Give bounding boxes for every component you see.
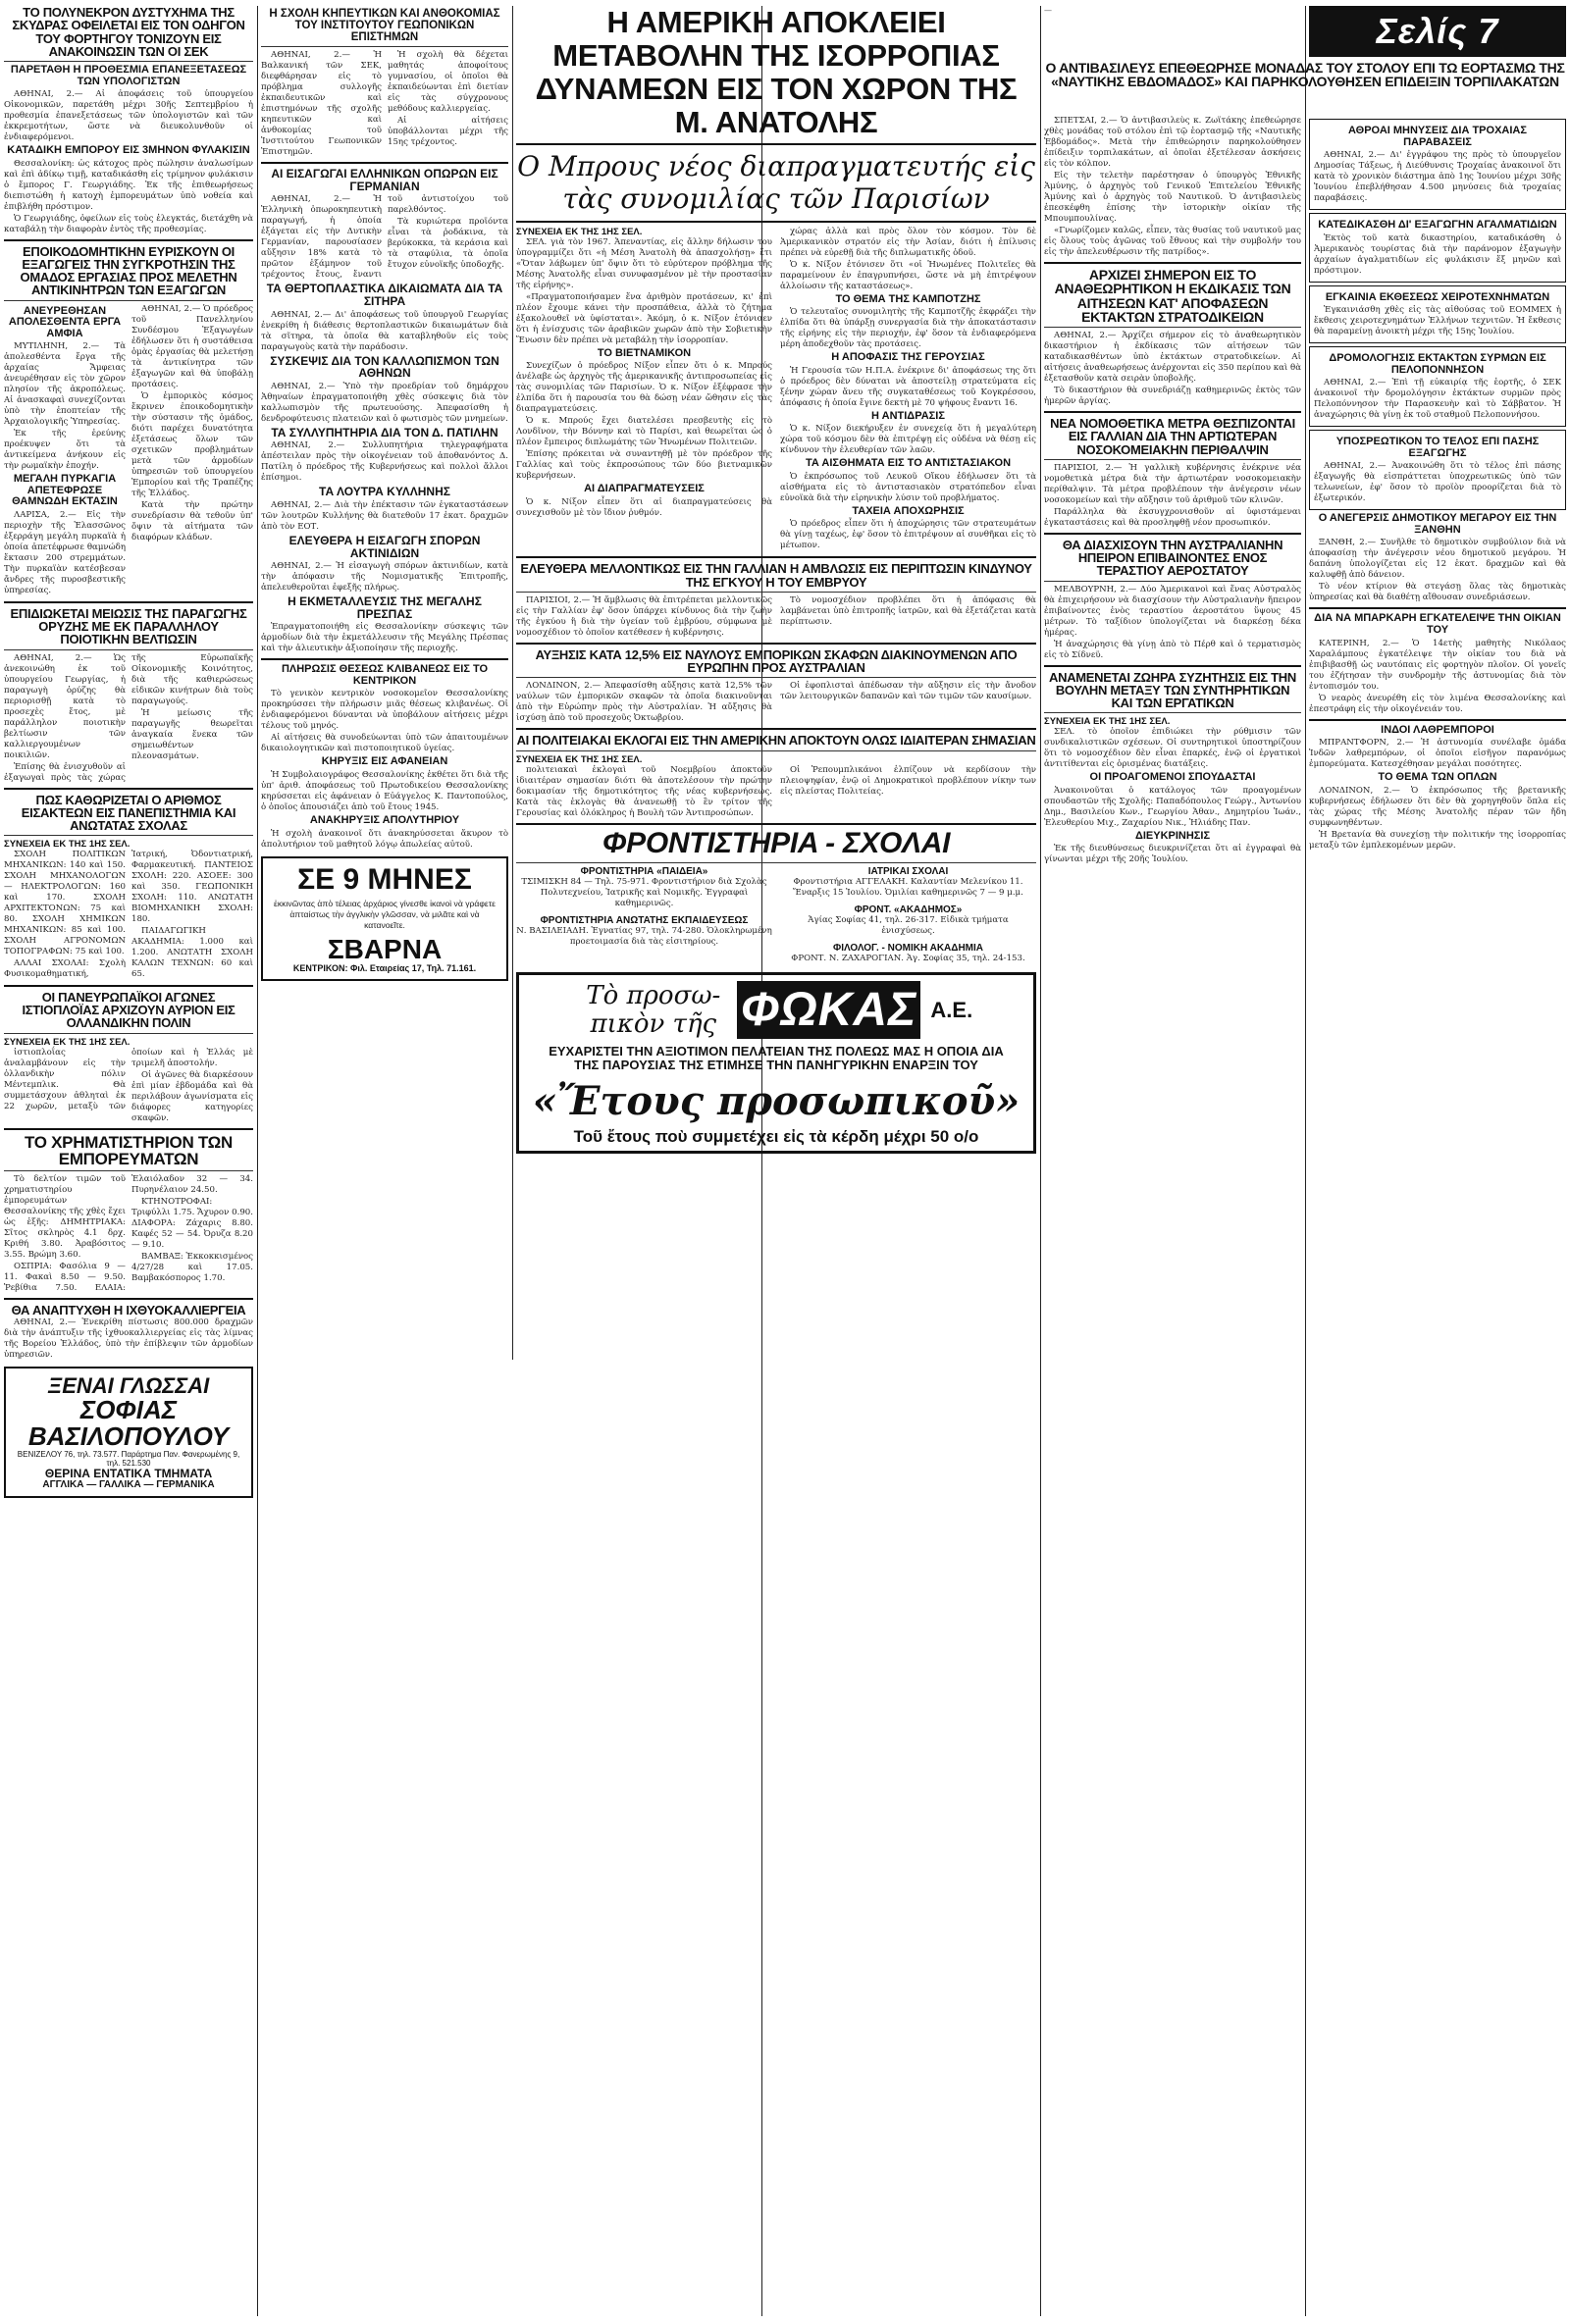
subheadline: ΑΘΡΟΑΙ ΜΗΝΥΣΕΙΣ ΔΙΑ ΤΡΟΧΑΙΑΣ ΠΑΡΑΒΑΣΕΙΣ xyxy=(1348,125,1527,148)
article-body: Ἡ Γερουσία τῶν Η.Π.Α. ἐνέκρινε δι' ἀποφάσεως της ὅτι ὁ πρόεδρος δὲν δύναται νὰ ἀποστείλῃ στρατεύματα εἰς ξένην χώραν ἄνευ τῆς συγκαταθέσεως τοῦ Κογκρέσσου, ἀπόφασις ἡ ὁποία ἔγινε δεκτὴ μὲ 70 ψήφους ἔναντι 16. xyxy=(780,365,1036,408)
article-body: χώρας ἀλλὰ καὶ πρὸς ὅλον τὸν κόσμον. Τὸν δὲ Ἀμερικανικὸν στρατόν εἰς τὴν Ἀσίαν, διότι ἡ ἐπίλυσις πρέπει νὰ εὐρεθῇ διὰ τῆς διπλωματικῆς ὁδοῦ. Ὁ κ. Νίξον ἐτόνισεν ὅτι «οἱ Ἡνωμένες Πολιτεῖες θὰ παραμείνουν ἐν ἐπαγρυπνήσει, ὥστε νὰ μὴ ἐπιτρέψουν ἀλλοίωσιν τῆς καταστάσεως». xyxy=(780,226,1036,291)
article-body: ΜΥΤΙΛΗΝΗ, 2.— Τὰ ἀπολεσθέντα ἔργα τῆς ἀρχαίας Ἄμφειας ἀνευρέθησαν εἰς τὸν χῶρον πλησίον τῆς ἀκροπόλεως. Αἱ ἀνασκαφαὶ συνεχίζονται ὑπὸ τὴν ἐποπτείαν τῆς Ἀρχαιολογικῆς Ὑπηρεσίας. Ἐκ τῆς ἐρεύνης προέκυψεν ὅτι τὰ ἀντικείμενα ἀνήκουν εἰς τὴν ρωμαϊκὴν ἐποχήν. xyxy=(4,341,126,472)
column-5 xyxy=(1309,116,1566,2318)
headline: ΑΥΞΗΣΙΣ ΚΑΤΑ 12,5% ΕΙΣ ΝΑΥΛΟΥΣ ΕΜΠΟΡΙΚΩΝ ΣΚΑΦΩΝ ΔΙΑΚΙΝΟΥΜΕΝΩΝ ΑΠΟ ΕΥΡΩΠΗΝ ΠΡΟΣ ΑΥΣΤΡΑΛΙΑΝ xyxy=(535,646,1018,676)
article-body: Ὁ πρόεδρος εἶπεν ὅτι ἡ ἀποχώρησις τῶν στρατευμάτων θὰ γίνῃ ταχέως, ἐφ' ὅσον τὸ ἐπιτρέψουν αἱ συνθῆκαι εἰς τὸ μέτωπον. xyxy=(780,519,1036,551)
article-body: ΠΑΡΙΣΙΟΙ, 2.— Ἡ γαλλικὴ κυβέρνησις ἐνέκρινε νέα νομοθετικὰ μέτρα διὰ τὴν ἀρτιωτέραν νοσοκομειακὴν περίθαλψιν. Τὰ μέτρα προβλέπουν τὴν ἀνέγερσιν νέων νοσοκομείων καὶ τὴν αὔξησιν τοῦ ἀριθμοῦ τῶν κλινῶν. Παράλληλα θὰ ἐκσυγχρονισθοῦν αἱ ὑφιστάμεναι ἐγκαταστάσεις καὶ θὰ προσληφθῇ νέον προσωπικόν. xyxy=(1044,462,1301,528)
article-body: ΑΘΗΝΑΙ, 2.— Συλλυπητήρια τηλεγραφήματα ἀπέστειλαν πρὸς τὴν οἰκογένειαν τοῦ ἀποθανόντος Δ. Πατίλη ὁ πρόεδρος τῆς Κυβερνήσεως καὶ πολλοὶ ἄλλοι ἐπίσημοι. xyxy=(261,440,508,484)
article-body: ΜΕΛΒΟΥΡΝΗ, 2.— Δύο Ἀμερικανοὶ καὶ ἕνας Αὐστραλὸς θὰ ἐπιχειρήσουν νὰ διασχίσουν τὴν Αὐστραλιανὴν ἤπειρον ἐπιβαίνοντες ἑνὸς τεραστίου ἀεροστάτου ὕψους 45 μέτρων. Τὸ ταξίδιον ὑπολογίζεται νὰ διαρκέσῃ δέκα ἡμέρας. Ἡ ἀναχώρησις θὰ γίνῃ ἀπὸ τὸ Πέρθ καὶ ὁ τερματισμὸς εἰς τὸ Σίδνεϋ. xyxy=(1044,584,1301,660)
article-body: ΑΘΗΝΑΙ, 2.— Ἡ εἰσαγωγὴ σπόρων ἀκτινιδίων, κατὰ τὴν ἀπόφασιν τῆς Νομισματικῆς Ἐπιτροπῆς, ἀπελευθεροῦται ἐφεξῆς πλήρως. xyxy=(261,561,508,594)
subheadline: ΥΠΟΣΡΕΩΤΙΚΟΝ ΤΟ ΤΕΛΟΣ ΕΠΙ ΠΑΣΗΣ ΕΞΑΓΩΓΗΣ xyxy=(1335,436,1540,459)
headline: ΚΗΡΥΞΙΣ ΕΙΣ ΑΦΑΝΕΙΑΝ xyxy=(321,755,448,768)
article-body: ΣΠΕΤΣΑΙ, 2.— Ὁ ἀντιβασιλεὺς κ. Ζωϊτάκης ἐπεθεώρησε χθὲς μονάδας τοῦ στόλου ἐπὶ τῷ ἑορτασμῷ τῆς «Ναυτικῆς Ἑβδομάδος». Μετὰ τὴν ἐπιθεώρησιν παρηκολούθησεν ἐπίδειξιν τορπιλακάτων, αἱ ὁποῖαι ἐξετέλεσαν ἀσκήσεις εἰς τὸν κόλπον. Εἰς τὴν τελετὴν παρέστησαν ὁ ὑπουργὸς Ἐθνικῆς Ἀμύνης, ὁ ἀρχηγὸς τοῦ Γενικοῦ Ἐπιτελείου Ἐθνικῆς Ἀμύνης καὶ ὁ ἀρχηγὸς τοῦ Ναυτικοῦ. Ὁ ἀντιβασιλεὺς ἐπεσκέφθη ἐπίσης τὴν ἱστορικὴν οἰκίαν τῆς Μπουμπουλίνας. «Γνωρίζομεν καλῶς, εἶπεν, τὰς θυσίας τοῦ ναυτικοῦ μας εἰς ὅλους τοὺς ἀγῶνας τοῦ ἔθνους καὶ τὴν συμβολήν του εἰς τὴν ἀπελευθέρωσιν τῆς πατρίδος». xyxy=(1044,116,1301,257)
article-body: ΑΘΗΝΑΙ, 2.— Ἀνακοινώθη ὅτι τὸ τέλος ἐπὶ πάσης ἐξαγωγῆς θὰ εἰσπράττεται ὑποχρεωτικῶς ὑπὸ τῶν τελωνείων, ἐφ' ὅσον τὸ προϊὸν προορίζεται διὰ τὸ ἐξωτερικόν. xyxy=(1314,461,1561,504)
article-body: ΠΑΡΙΣΙΟΙ, 2.— Ἡ ἄμβλωσις θὰ ἐπιτρέπεται μελλοντικῶς εἰς τὴν Γαλλίαν ἐφ' ὅσον ὑπάρχει κίνδυνος διὰ τὴν ζωὴν τῆς ἐγκύου ἢ διὰ τὴν ὑγείαν τοῦ ἐμβρύου, σύμφωνα μὲ νομοσχέδιον τὸ ὁποῖον κατέθεσεν ἡ κυβέρνησις. Τὸ νομοσχέδιον προβλέπει ὅτι ἡ ἀπόφασις θὰ λαμβάνεται ὑπὸ ἐπιτροπῆς ἰατρῶν, καὶ θὰ ἐξετάζεται κατὰ περίπτωσιν. xyxy=(516,594,1036,638)
article-body: Ἀνακοινοῦται ὁ κατάλογος τῶν προαγομένων σπουδαστῶν τῆς Σχολῆς: Παπαδόπουλος Γεώργ., Ἀντωνίου Δημ., Βασιλείου Κων., Γεωργίου Ἀθαν., Δημητρίου Ἰωάν., Ἐλευθερίου Μιχ., Ζαχαρίου Νικ., Ἠλιάδης Παν. xyxy=(1044,785,1301,828)
headline: ΠΩΣ ΚΑΘΩΡΙΖΕΤΑΙ Ο ΑΡΙΘΜΟΣ ΕΙΣΑΚΤΕΩΝ ΕΙΣ ΠΑΝΕΠΙΣΤΗΜΙΑ ΚΑΙ ΑΝΩΤΑΤΑΣ ΣΧΟΛΑΣ xyxy=(21,792,236,834)
page-logo xyxy=(1309,6,1566,61)
column-rule xyxy=(257,6,258,2316)
headline: Η ΣΧΟΛΗ ΚΗΠΕΥΤΙΚΩΝ ΚΑΙ ΑΝΘΟΚΟΜΙΑΣ ΤΟΥ ΙΝΣΤΙΤΟΥΤΟΥ ΓΕΩΠΟΝΙΚΩΝ ΕΠΙΣΤΗΜΩΝ xyxy=(269,8,500,44)
subheadline: ΟΙ ΠΡΟΑΓΟΜΕΝΟΙ ΣΠΟΥΔΑΣΤΑΙ xyxy=(1089,771,1256,784)
center-column: Η ΑΜΕΡΙΚΗ ΑΠΟΚΛΕΙΕΙ ΜΕΤΑΒΟΛΗΝ ΤΗΣ ΙΣΟΡΡΟΠΙΑΣ ΔΥΝΑΜΕΩΝ ΕΙΣ ΤΟΝ ΧΩΡΟΝ ΤΗΣ Μ. ΑΝΑΤΟΛΗΣ Ο Μπρους νέος διαπραγματευτής εἰς τὰς συνομιλίας τῶν Παρισίων ΣΥΝΕΧΕΙΑ ΕΚ ΤΗΣ 1ΗΣ ΣΕΛ. ΣΕΛ. γιὰ τὸν 1967. Ἀπεναντίας, εἰς ἄλλην δήλωσιν του ὑπογραμμίζει ὅτι «ἡ Μέση Ἀνατολὴ θὰ ἀπασχολήσῃ» ἔτι «Ὅταν λάβωμεν ὑπ' ὄψιν ὅτι τὸ εὐρύτερον πρόβλημα τῆς Μέσης Ἀνατολῆς εἶναι συνυφασμένον μὲ τὴν προστασίαν τῆς εἰρήνης». «Πραγματοποιήσαμεν ἕνα ἀριθμὸν προτάσεων, κι' ἐπὶ πλέον ἔχουμε κάνει τὴν προσπάθεια, ἀλλὰ τὸ ζήτημα ἐξακολουθεῖ νὰ ὑφίσταται». Ἀκόμη, ὁ κ. Νίξον ἐτόνισεν ὅτι ἡ ἐνίσχυσις τῶν ἀραβικῶν χωρῶν ἀπὸ τὴν Σοβιετικὴν Ἕνωσιν δὲν πρέπει νὰ μεταβάλῃ τὴν ἰσορροπίαν. ΤΟ ΒΙΕΤΝΑΜΙΚΟΝ Συνεχίζων ὁ πρόεδρος Νίξον εἶπεν ὅτι ὁ κ. Μπρούς ἀνέλαβε ὡς ἀρχηγὸς τῆς ἀμερικανικῆς ἀντιπροσωπείας εἰς τὰς συνομιλίας τῶν Παρισίων. Ὁ κ. Νίξον ἐξέφρασε τὴν ἐλπίδα ὅτι ἡ παρουσία του θὰ δώσῃ νέαν ὤθησιν εἰς τὰς διαπραγματεύσεις. Ὁ κ. Μπρούς ἔχει διατελέσει πρεσβευτὴς εἰς τὸ Λονδῖνον, τὴν Βόννην καὶ τὸ Παρίσι, καὶ θεωρεῖται ὡς ὁ πλέον ἔμπειρος διπλωμάτης τῶν Ἡνωμένων Πολιτειῶν. Ἐπίσης πρόκειται νὰ συναντηθῇ μὲ τὸν πρόεδρον τῆς Γαλλίας καὶ τοὺς ἐκπροσώπους τῶν δύο βιετναμικῶν κυβερνήσεων. ΑΙ ΔΙΑΠΡΑΓΜΑΤΕΥΣΕΙΣ Ὁ κ. Νίξον εἶπεν ὅτι αἱ διαπραγματεύσεις θὰ συνεχισθοῦν μὲ τὸν ἴδιον ῥυθμόν. χώρας ἀλλὰ καὶ πρὸς ὅλον τὸν κόσμον. Τὸν δὲ Ἀμερικανικὸν στρατόν εἰς τὴν Ἀσίαν, διότι ἡ ἐπίλυσις πρέπει νὰ εὐρεθῇ διὰ τῆς διπλωματικῆς ὁδοῦ. Ὁ κ. Νίξον ἐτόνισεν ὅτι «οἱ Ἡνωμένες Πολιτεῖες θὰ παραμείνουν ἐν ἐπαγρυπνήσει, ὥστε νὰ μὴ ἐπιτρέψουν ἀλλοίωσιν τῆς καταστάσεως». ΤΟ ΘΕΜΑ ΤΗΣ ΚΑΜΠΟΤΖΗΣ Ὁ τελευταῖος συνομιλητὴς τῆς Καμποτζῆς ἐκφράζει τὴν ἐλπίδα ὅτι θὰ ὑπάρξῃ συνεργασία διὰ τὴν ἀποκατάστασιν τῆς εἰρήνης εἰς τὴν περιοχήν, ἐφ' ὅσον τὰ ἐνδιαφερόμενα μέρη ἀποδεχθοῦν τὰς προτάσεις. Η ΑΠΟΦΑΣΙΣ ΤΗΣ ΓΕΡΟΥΣΙΑΣ Ἡ Γερουσία τῶν Η.Π.Α. ἐνέκρινε δι' ἀποφάσεως της ὅτι ὁ πρόεδρος δὲν δύναται νὰ ἀποστείλῃ στρατεύματα εἰς ξένην χώραν ἄνευ τῆς συγκαταθέσεως τοῦ Κογκρέσσου, ἀπόφασις ἡ ὁποία ἔγινε δεκτὴ μὲ 70 ψήφους ἔναντι 16. Η ΑΝΤΙΔΡΑΣΙΣ Ὁ κ. Νίξον διεκήρυξεν ἐν συνεχείᾳ ὅτι ἡ μεγαλύτερη χώρα τοῦ κόσμου δὲν θὰ ἐπιτρέψῃ εἰς οὐδένα νὰ θέσῃ εἰς κίνδυνον τὴν ἐλευθερίαν τῶν λαῶν. ΤΑ ΑΙΣΘΗΜΑΤΑ ΕΙΣ ΤΟ ΑΝΤΙΣΤΑΣΙΑΚΟΝ Ὁ ἐκπρόσωπος τοῦ Λευκοῦ Οἴκου ἐδήλωσεν ὅτι τὰ αἰσθήματα εἰς τὸ ἀντιστασιακὸν στρατόπεδον εἶναι εὐνοϊκὰ διὰ τὴν εἰρηνικὴν λύσιν τοῦ προβλήματος. ΤΑΧΕΙΑ ΑΠΟΧΩΡΗΣΙΣ Ὁ πρόεδρος εἶπεν ὅτι ἡ ἀποχώρησις τῶν στρατευμάτων θὰ γίνῃ ταχέως, ἐφ' ὅσον τὸ ἐπιτρέψουν αἱ συνθῆκαι εἰς τὸ μέτωπον. ΕΛΕΥΘΕΡΑ ΜΕΛΛΟΝΤΙΚΩΣ ΕΙΣ ΤΗΝ ΓΑΛΛΙΑΝ Η ΑΜΒΛΩΣΙΣ ΕΙΣ ΠΕΡΙΠΤΩΣΙΝ ΚΙΝΔΥΝΟΥ ΤΗΣ ΕΓΚΥΟΥ Η ΤΟΥ ΕΜΒΡΥΟΥ ΠΑΡΙΣΙΟΙ, 2.— Ἡ ἄμβλωσις θὰ ἐπιτρέπεται μελλοντικῶς εἰς τὴν Γαλλίαν ἐφ' ὅσον ὑπάρχει κίνδυνος διὰ τὴν ζωὴν τῆς ἐγκύου ἢ διὰ τὴν ὑγείαν τοῦ ἐμβρύου, σύμφωνα μὲ νομοσχέδιον τὸ ὁποῖον κατέθεσεν ἡ κυβέρνησις. Τὸ νομοσχέδιον προβλέπει ὅτι ἡ ἀπόφασις θὰ λαμβάνεται ὑπὸ ἐπιτροπῆς ἰατρῶν, καὶ θὰ ἐξετάζεται κατὰ περίπτωσιν. ΑΥΞΗΣΙΣ ΚΑΤΑ 12,5% ΕΙΣ ΝΑΥΛΟΥΣ ΕΜΠΟΡΙΚΩΝ ΣΚΑΦΩΝ ΔΙΑΚΙΝΟΥΜΕΝΩΝ ΑΠΟ ΕΥΡΩΠΗΝ ΠΡΟΣ ΑΥΣΤΡΑΛΙΑΝ ΛΟΝΔΙΝΟΝ, 2.— Ἀπεφασίσθη αὔξησις κατὰ 12,5% τῶν ναύλων τῶν ἐμπορικῶν σκαφῶν τὰ ὁποῖα διακινοῦνται ἀπὸ τὴν Εὐρώπην πρὸς τὴν Αὐστραλίαν. Ἡ αὔξησις θὰ ἰσχύσῃ ἀπὸ τοῦ προσεχοῦς Ὀκτωβρίου. Οἱ ἐφοπλισταὶ ἀπέδωσαν τὴν αὔξησιν εἰς τὴν ἄνοδον τῶν λειτουργικῶν δαπανῶν καὶ τῶν τιμῶν τῶν καυσίμων. ΑΙ ΠΟΛΙΤΕΙΑΚΑΙ ΕΚΛΟΓΑΙ ΕΙΣ ΤΗΝ ΑΜΕΡΙΚΗΝ ΑΠΟΚΤΟΥΝ ΟΛΩΣ ΙΔΙΑΙΤΕΡΑΝ ΣΗΜΑΣΙΑΝ ΣΥΝΕΧΕΙΑ ΕΚ ΤΗΣ 1ΗΣ ΣΕΛ. πολιτειακαὶ ἐκλογαὶ τοῦ Νοεμβρίου ἀποκτοῦν ἰδιαιτέραν σημασίαν διότι θὰ ἀποτελέσουν τὴν πρώτην δοκιμασίαν τῆς δημοτικότητος τῆς νέας κυβερνήσεως. Κατὰ τὰς ἐκλογὰς θὰ ἀνανεωθῇ τὸ ἓν τρίτον τῆς Γερουσίας καὶ ὁλόκληρος ἡ Βουλὴ τῶν Ἀντιπροσώπων. Οἱ Ῥεπουμπλικάνοι ἐλπίζουν νὰ κερδίσουν τὴν πλειοψηφίαν, ἐνῷ οἱ Δημοκρατικοὶ προβλέπουν νίκην των εἰς πλείστας Πολιτείας. ΦΡΟΝΤΙΣΤΗΡΙΑ - ΣΧΟΛΑΙ ΦΡΟΝΤΙΣΤΗΡΙΑ «ΠΑΙΔΕΙΑ» ΤΣΙΜΙΣΚΗ 84 — Τηλ. 75-971. Φροντιστήριον διὰ Σχολὰς Πολυτεχνείου, Ἰατρικῆς καὶ Νομικῆς. Ἐγγραφαὶ καθημερινῶς. ΦΡΟΝΤΙΣΤΗΡΙΑ ΑΝΩΤΑΤΗΣ ΕΚΠΑΙΔΕΥΣΕΩΣ Ν. ΒΑΣΙΛΕΙΑΔΗ. Ἐγνατίας 97, τηλ. 74-280. Ὁλοκληρωμένη προετοιμασία διὰ τὰς εἰσιτηρίους. ΙΑΤΡΙΚΑΙ ΣΧΟΛΑΙ Φροντιστήρια ΑΓΓΕΛΑΚΗ. Καλαντίαν Μελενίκου 11. Ἔναρξις 15 Ἰουλίου. Ὁμιλίαι καθημερινῶς 7 — 9 μ.μ. ΦΡΟΝΤ. «ΑΚΑΔΗΜΟΣ» Ἀγίας Σοφίας 41, τηλ. 26-317. Εἰδικὰ τμήματα ἐνισχύσεως. ΦΙΛΟΛΟΓ. - ΝΟΜΙΚΗ ΑΚΑΔΗΜΙΑ ΦΡΟΝΤ. Ν. ΖΑΧΑΡΟΓΙΑΝ. Ἁγ. Σοφίας 35, τηλ. 24-153. Τὸ προσω-πικὸν τῆς ΦΩΚΑΣ Α.Ε. ΕΥΧΑΡΙΣΤΕΙ ΤΗΝ ΑΞΙΟΤΙΜΟΝ ΠΕΛΑΤΕΙΑΝ ΤΗΣ ΠΟΛΕΩΣ ΜΑΣ Η ΟΠΟΙΑ ΔΙΑ ΤΗΣ ΠΑΡΟΥΣΙΑΣ ΤΗΣ ΕΤΙΜΗΣΕ ΤΗΝ ΠΑΝΗΓΥΡΙΚΗΝ ΕΝΑΡΞΙΝ ΤΟΥ «Ἔτους προσωπικοῦ» Τοῦ ἔτους ποὺ συμμετέχει εἰς τὰ κέρδη μέχρι 50 ο/ο xyxy=(516,6,1036,2321)
subheadline: ΜΕΓΑΛΗ ΠΥΡΚΑΓΙΑ ΑΠΕΤΕΦΡΩΣΕ ΘΑΜΝΩΔΗ ΕΚΤΑΣΙΝ xyxy=(12,473,118,508)
headline: ΠΛΗΡΩΣΙΣ ΘΕΣΕΩΣ ΚΛΙΒΑΝΕΩΣ ΕΙΣ ΤΟ ΚΕΝΤΡΙΚΟΝ xyxy=(281,663,489,687)
article-body: Ἡ Συμβολαιογράφος Θεσσαλονίκης ἐκθέτει ὅτι διὰ τῆς ὑπ' ἀριθ. ἀποφάσεως τοῦ Πρωτοδικείου Θεσσαλονίκης κηρύσσεται εἰς ἀφάνειαν ὁ Εὐάγγελος Κ. Παντοπούλος, ὁ ὁποῖος ἀπουσιάζει ἀπὸ τοῦ ἔτους 1945. xyxy=(261,769,508,812)
headline: ΤΑ ΛΟΥΤΡΑ ΚΥΛΛΗΝΗΣ xyxy=(319,485,450,499)
article-body: Ὁ κ. Νίξον διεκήρυξεν ἐν συνεχείᾳ ὅτι ἡ μεγαλύτερη χώρα τοῦ κόσμου δὲν θὰ ἐπιτρέψῃ εἰς οὐδένα νὰ θέσῃ εἰς κίνδυνον τὴν ἐλευθερίαν τῶν λαῶν. xyxy=(780,424,1036,456)
article-body: ΑΘΗΝΑΙ, 2.— Ἐπὶ τῇ εὐκαιρίᾳ τῆς ἑορτῆς, ὁ ΣΕΚ ἀνακοινοῖ τὴν δρομολόγησιν ἐκτάκτων συρμῶν πρὸς Πελοπόννησον τὴν Παρασκευὴν καὶ τὸ Σάββατον. Ἡ ἀναχώρησις θὰ γίνῃ ἐκ τοῦ σταθμοῦ Πελοποννήσου. xyxy=(1314,378,1561,421)
article-body: ΚΑΤΕΡΙΝΗ, 2.— Ὁ 14ετὴς μαθητὴς Νικόλαος Χαραλάμπους ἐγκατέλειψε τὴν οἰκίαν του διὰ νὰ ἐπιβιβασθῇ ὡς ναυτόπαις εἰς φορτηγὸν πλοῖον. Οἱ γονεῖς του ἐζήτησαν τὴν συνδρομὴν τῆς ἀστυνομίας διὰ τὸν ἐντοπισμόν του. Ὁ νεαρὸς ἀνευρέθη εἰς τὸν λιμένα Θεσσαλονίκης καὶ ἐπεστράφη εἰς τὴν οἰκογένειάν του. xyxy=(1309,638,1566,714)
headline: Η ΕΚΜΕΤΑΛΛΕΥΣΙΣ ΤΗΣ ΜΕΓΑΛΗΣ ΠΡΕΣΠΑΣ xyxy=(288,594,482,621)
subheadline: Η ΑΠΟΦΑΣΙΣ ΤΗΣ ΓΕΡΟΥΣΙΑΣ xyxy=(831,351,985,364)
article-body: ΑΘΗΝΑΙ, 2.— Δι' ἐγγράφου της πρὸς τὸ ὑπουργεῖον Δημοσίας Τάξεως, ἡ Διεύθυνσις Τροχαίας ἀνακοινοῖ ὅτι κατὰ τὸ χρονικὸν διάστημα ἀπὸ 1ης Ἰουνίου μέχρι 30ῆς Ἰουνίου ἐπεβλήθησαν 4.500 μηνύσεις διὰ τροχαίας παραβάσεις. xyxy=(1314,150,1561,204)
subheadline: ΔΙΕΥΚΡΙΝΗΣΙΣ xyxy=(1134,829,1211,842)
column-rule xyxy=(512,6,513,1360)
column-4: — xyxy=(1044,6,1052,15)
article-body: ΑΘΗΝΑΙ, 2.— Ἡ Ἑλληνικὴ ὀπωροκηπευτικὴ παραγωγή, ἡ ὁποία ἐξάγεται εἰς τὴν Δυτικὴν Γερμανίαν, παρουσίασεν αὔξησιν 18% κατὰ τὸ πρῶτον ἑξάμηνον τοῦ τρέχοντος ἔτους, ἔναντι τοῦ ἀντιστοίχου τοῦ παρελθόντος. Τὰ κυριώτερα προϊόντα εἶναι τὰ ῥοδάκινα, τὰ βερύκοκκα, τὰ κεράσια καὶ τὰ σταφύλια, τὰ ὁποῖα ἔτυχον εὐνοϊκῆς ὑποδοχῆς. xyxy=(261,194,508,281)
headline: ΤΑ ΣΥΛΛΥΠΗΤΗΡΙΑ ΔΙΑ ΤΟΝ Δ. ΠΑΤΙΛΗΝ xyxy=(271,425,498,439)
article-body: ΑΘΗΝΑΙ, 2.— Ὡς ἀνεκοινώθη ἐκ τοῦ ὑπουργείου Γεωργίας, ἡ παραγωγὴ ὀρύζης θὰ περιορισθῇ κατὰ τὸ προσεχὲς ἔτος, μὲ παράλληλον ποιοτικὴν βελτίωσιν τῶν καλλιεργουμένων ποικιλιῶν. Ἐπίσης θὰ ἐνισχυθοῦν αἱ ἐξαγωγαὶ πρὸς τὰς χώρας τῆς Εὐρωπαϊκῆς Οἰκονομικῆς Κοινότητος, διὰ τῆς καθιερώσεως εἰδικῶν κινήτρων διὰ τοὺς παραγωγούς. Ἡ μείωσις τῆς παραγωγῆς θεωρεῖται ἀναγκαία ἕνεκα τῶν σημειωθέντων πλεονασμάτων. xyxy=(4,652,253,783)
article-body: ΣΕΛ. τὸ ὁποῖον ἐπιδιώκει τὴν ρύθμισιν τῶν συνδικαλιστικῶν σχέσεων. Οἱ συντηρητικοὶ ὑποστηρίζουν ὅτι τὸ νομοσχέδιον δὲν εἶναι ἐπαρκές, ἐνῷ οἱ ἐργατικοὶ ἀντιτίθενται εἰς ὁρισμένας διατάξεις. xyxy=(1044,727,1301,770)
article-body: ΑΘΗΝΑΙ, 2.— Ἀρχίζει σήμερον εἰς τὸ ἀναθεωρητικὸν δικαστήριον ἡ ἐκδίκασις τῶν αἰτήσεων τῶν καταδικασθέντων ὑπὸ ἐκτάκτων στρατοδικείων. Αἱ αἰτήσεις ἀναθεωρήσεως ἀνέρχονται εἰς 350 περίπου καὶ θὰ ἐξετασθοῦν κατὰ σειρὰν ὑποβολῆς. Τὸ δικαστήριον θὰ συνεδριάζῃ καθημερινῶς ἐκτὸς τῶν ἡμερῶν ἀργίας. xyxy=(1044,331,1301,407)
fokas-logo: ΦΩΚΑΣ xyxy=(737,981,921,1039)
column-4-body xyxy=(1044,116,1301,2318)
language-school-ad: ΞΕΝΑΙ ΓΛΩΣΣΑΙ ΣΟΦΙΑΣ ΒΑΣΙΛΟΠΟΥΛΟΥ ΒΕΝΙΖΕΛΟΥ 76, τηλ. 73.577. Παράρτημα Παν. Φανερωμένης 9, τηλ. 521.530 ΘΕΡΙΝΑ ΕΝΤΑΤΙΚΑ ΤΜΗΜΑΤΑ ΑΓΓΛΙΚΑ — ΓΑΛΛΙΚΑ — ΓΕΡΜΑΝΙΚΑ xyxy=(4,1367,253,1499)
column-1 xyxy=(4,6,253,2321)
article-body: ΣΕΛ. γιὰ τὸν 1967. Ἀπεναντίας, εἰς ἄλλην δήλωσιν του ὑπογραμμίζει ὅτι «ἡ Μέση Ἀνατολὴ θὰ ἀπασχολήσῃ» ἔτι «Ὅταν λάβωμεν ὑπ' ὄψιν ὅτι τὸ εὐρύτερον πρόβλημα τῆς Μέσης Ἀνατολῆς εἶναι συνυφασμένον μὲ τὴν προστασίαν τῆς εἰρήνης». «Πραγματοποιήσαμεν ἕνα ἀριθμὸν προτάσεων, κι' ἐπὶ πλέον ἔχουμε κάνει τὴν προσπάθεια, ἀλλὰ τὸ ζήτημα ἐξακολουθεῖ νὰ ὑφίσταται». Ἀκόμη, ὁ κ. Νίξον ἐτόνισεν ὅτι ἡ ἐνίσχυσις τῶν ἀραβικῶν χωρῶν ἀπὸ τὴν Σοβιετικὴν Ἕνωσιν δὲν πρέπει νὰ μεταβάλῃ τὴν ἰσορροπίαν. xyxy=(516,236,772,345)
headline: ΕΠΟΙΚΟΔΟΜΗΤΙΚΗΝ ΕΥΡΙΣΚΟΥΝ ΟΙ ΕΞΑΓΩΓΕΙΣ ΤΗΝ ΣΥΓΚΡΟΤΗΣΙΝ ΤΗΣ ΟΜΑΔΟΣ ΕΡΓΑΣΙΑΣ ΠΡΟΣ ΜΕΛΕΤΗΝ ΑΝΤΙΚΙΝΗΤΡΩΝ ΤΩΝ ΕΞΑΓΩΓΩΝ xyxy=(20,243,237,298)
article-body: ΑΘΗΝΑΙ, 2.— Ἡ Βαλκανική τῶν ΣΕΚ, διεφθάρησαν εἰς τὸ πρόβλημα συλλογῆς ἐκπαιδευτικῶν καὶ ἐπιστημόνων τῆς σχολῆς κηπευτικῶν καὶ ἀνθοκομίας τοῦ Ἰνστιτούτου Γεωπονικῶν Ἐπιστημῶν. Ἡ σχολὴ θὰ δέχεται μαθητάς ἀποφοίτους γυμνασίου, οἱ ὁποῖοι θὰ ἐκπαιδεύωνται ἐπὶ διετίαν εἰς τὰς σύγχρονους μεθόδους καλλιεργείας. Αἱ αἰτήσεις ὑποβάλλονται μέχρι τῆς 15ης τρέχοντος. xyxy=(261,50,508,158)
main-headline: Η ΑΜΕΡΙΚΗ ΑΠΟΚΛΕΙΕΙ ΜΕΤΑΒΟΛΗΝ ΤΗΣ ΙΣΟΡΡΟΠΙΑΣ ΔΥΝΑΜΕΩΝ ΕΙΣ ΤΟΝ ΧΩΡΟΝ ΤΗΣ Μ. ΑΝΑΤΟΛΗΣ xyxy=(535,6,1018,140)
headline: ΕΠΙΔΙΩΚΕΤΑΙ ΜΕΙΩΣΙΣ ΤΗΣ ΠΑΡΑΓΩΓΗΣ ΟΡΥΖΗΣ ΜΕ ΕΚ ΠΑΡΑΛΛΗΛΟΥ ΠΟΙΟΤΙΚΗΝ ΒΕΛΤΙΩΣΙΝ xyxy=(10,605,247,647)
subheadline: Ο ΑΝΕΓΕΡΣΙΣ ΔΗΜΟΤΙΚΟΥ ΜΕΓΑΡΟΥ ΕΙΣ ΤΗΝ ΞΑΝΘΗΝ xyxy=(1318,512,1557,536)
headline: ΝΕΑ ΝΟΜΟΘΕΤΙΚΑ ΜΕΤΡΑ ΘΕΣΠΙΖΟΝΤΑΙ ΕΙΣ ΓΑΛΛΙΑΝ ΔΙΑ ΤΗΝ ΑΡΤΙΩΤΕΡΑΝ ΝΟΣΟΚΟΜΕΙΑΚΗΝ ΠΕΡΙΘΑΛΨΙΝ xyxy=(1050,416,1295,457)
headline: ΘΑ ΑΝΑΠΤΥΧΘΗ Η ΙΧΘΥΟΚΑΛΛΙΕΡΓΕΙΑ xyxy=(11,1303,246,1318)
subheadline: ΤΑΧΕΙΑ ΑΠΟΧΩΡΗΣΙΣ xyxy=(852,504,965,517)
article-body: Ἐγκαινιάσθη χθὲς εἰς τὰς αἰθούσας τοῦ ΕΟΜΜΕΧ ἡ ἔκθεσις χειροτεχνημάτων Ἑλλήνων τεχνιτῶν. Ἡ ἔκθεσις θὰ παραμείνῃ ἀνοικτὴ μέχρι τῆς 15ης Ἰουλίου. xyxy=(1314,305,1561,337)
article-body: Ἐπραγματοποιήθη εἰς Θεσσαλονίκην σύσκεψις τῶν ἀρμοδίων διὰ τὴν ἐκμετάλλευσιν τῆς Μεγάλης Πρέσπας καὶ τὴν ἀλιευτικὴν ἀξιοποίησιν τῆς περιοχῆς. xyxy=(261,622,508,654)
headline: ΑΙ ΕΙΣΑΓΩΓΑΙ ΕΛΛΗΝΙΚΩΝ ΟΠΩΡΩΝ ΕΙΣ ΓΕΡΜΑΝΙΑΝ xyxy=(271,167,498,193)
subheadline: ΔΙΑ ΝΑ ΜΠΑΡΚΑΡΗ ΕΓΚΑΤΕΛΕΙΨΕ ΤΗΝ ΟΙΚΙΑΝ ΤΟΥ xyxy=(1314,612,1561,637)
article-body: Τὸ γενικὸν κεντρικὸν νοσοκομεῖον Θεσσαλονίκης προκηρύσσει τὴν πλήρωσιν μιᾶς θέσεως κλιβανέως. Οἱ ἐνδιαφερόμενοι δύνανται νὰ ὑποβάλουν αἰτήσεις μέχρι τέλους τοῦ μηνός. Αἱ αἰτήσεις θὰ συνοδεύωνται ὑπὸ τῶν ἀπαιτουμένων δικαιολογητικῶν καὶ πιστοποιητικοῦ ὑγείας. xyxy=(261,689,508,754)
article-body: Συνεχίζων ὁ πρόεδρος Νίξον εἶπεν ὅτι ὁ κ. Μπρούς ἀνέλαβε ὡς ἀρχηγὸς τῆς ἀμερικανικῆς ἀντιπροσωπείας εἰς τὰς συνομιλίας τῶν Παρισίων. Ὁ κ. Νίξον ἐξέφρασε τὴν ἐλπίδα ὅτι ἡ παρουσία του θὰ δώσῃ νέαν ὤθησιν εἰς τὰς διαπραγματεύσεις. Ὁ κ. Μπρούς ἔχει διατελέσει πρεσβευτὴς εἰς τὸ Λονδῖνον, τὴν Βόννην καὶ τὸ Παρίσι, καὶ θεωρεῖται ὡς ὁ πλέον ἔμπειρος διπλωμάτης τῶν Ἡνωμένων Πολιτειῶν. Ἐπίσης πρόκειται νὰ συναντηθῇ μὲ τὸν πρόεδρον τῆς Γαλλίας καὶ τοὺς ἐκπροσώπους τῶν δύο βιετναμικῶν κυβερνήσεων. xyxy=(516,361,772,482)
subheadline: ΤΑ ΑΙΣΘΗΜΑΤΑ ΕΙΣ ΤΟ ΑΝΤΙΣΤΑΣΙΑΚΟΝ xyxy=(805,457,1012,470)
tutoring-ad: ΣΕ 9 ΜΗΝΕΣ ἐκκινῶντας ἀπὸ τέλειας ἀρχάριος γίνεσθε ἱκανοὶ νὰ γράφετε ἀπταίστως τὴν ἀγγλικὴν γλῶσσαν, νὰ μιλᾶτε καὶ νὰ κατανοεῖτε. ΣΒΑΡΝΑ ΚΕΝΤΡΙΚΟΝ: Φιλ. Εταιρείας 17, Τηλ. 71.161. xyxy=(261,856,508,982)
subheadline: ΤΟ ΒΙΕΤΝΑΜΙΚΟΝ xyxy=(597,346,692,359)
continuation-label: ΣΥΝΕΧΕΙΑ ΕΚ ΤΗΣ 1ΗΣ ΣΕΛ. xyxy=(516,226,643,237)
subheadline: ΑΝΕΥΡΕΘΗΣΑΝ ΑΠΟΛΕΣΘΕΝΤΑ ΕΡΓΑ ΑΜΦΙΑ xyxy=(8,304,122,339)
headline: ΤΟ ΧΡΗΜΑΤΙΣΤΗΡΙΟΝ ΤΩΝ ΕΜΠΟΡΕΥΜΑΤΩΝ xyxy=(25,1132,233,1168)
headline: ΘΑ ΔΙΑΣΧΙΣΟΥΝ ΤΗΝ ΑΥΣΤΡΑΛΙΑΝΗΝ ΗΠΕΙΡΟΝ ΕΠΙΒΑΙΝΟΝΤΕΣ ΕΝΟΣ ΤΕΡΑΣΤΙΟΥ ΑΕΡΟΣΤΑΤΟΥ xyxy=(1062,537,1283,579)
continuation-label: ΣΥΝΕΧΕΙΑ ΕΚ ΤΗΣ 1ΗΣ ΣΕΛ. xyxy=(1044,716,1171,728)
article-body: ΑΘΗΝΑΙ, 2.— Ὑπὸ τὴν προεδρίαν τοῦ δημάρχου Ἀθηναίων ἐπραγματοποιήθη χθὲς σύσκεψις διὰ τὸν καλλωπισμὸν τῆς πρωτευούσης. Ἀπεφασίσθη ἡ δενδροφύτευσις πλατειῶν καὶ ὁ φωτισμὸς τῶν μνημείων. xyxy=(261,381,508,424)
article-body: Ἐκ τῆς διευθύνσεως διευκρινίζεται ὅτι αἱ ἐγγραφαὶ θὰ γίνωνται μέχρι τῆς 20ῆς Ἰουλίου. xyxy=(1044,844,1301,865)
article-body: ἰστιοπλοΐας ἀναλαμβάνουν εἰς τὴν ὀλλανδικὴν πόλιν Μέντεμπλικ. Θὰ συμμετάσχουν ἀθληταὶ ἐκ 22 χωρῶν, μεταξὺ τῶν ὁποίων καὶ ἡ Ἑλλάς μὲ τριμελῆ ἀποστολήν. Οἱ ἀγῶνες θὰ διαρκέσουν ἐπὶ μίαν ἑβδομάδα καὶ θὰ περιλάβουν ἀγωνίσματα εἰς διάφορες κατηγορίες σκαφῶν. xyxy=(4,1047,253,1123)
article-body: ΜΠΡΑΝΤΦΟΡΝ, 2.— Ἡ ἀστυνομία συνέλαβε ὁμάδα Ἰνδῶν λαθρεμπόρων, οἱ ὁποῖοι εἰσῆγον παρανόμως ἐμπορεύματα. Κατεσχέθησαν μεγάλαι ποσότητες. xyxy=(1309,738,1566,770)
continuation-label: ΣΥΝΕΧΕΙΑ ΕΚ ΤΗΣ 1ΗΣ ΣΕΛ. xyxy=(516,753,643,765)
continuation-label: ΣΥΝΕΧΕΙΑ ΕΚ ΤΗΣ 1ΗΣ ΣΕΛ. xyxy=(4,1036,131,1048)
article-body: ΛΑΡΙΣΑ, 2.— Εἰς τὴν περιοχὴν τῆς Ἐλασσῶνος ἐξερράγη μεγάλη πυρκαϊὰ ἡ ὁποία ἀπετέφρωσε θαμνώδη ἔκτασιν 200 στρεμμάτων. Τὴν πυρκαϊὰν κατέσβεσαν ἄνδρες τῆς πυροσβεστικῆς ὑπηρεσίας. xyxy=(4,509,126,595)
main-subheadline: Ο Μπρους νέος διαπραγματευτής εἰς τὰς συνομιλίας τῶν Παρισίων xyxy=(517,150,1035,215)
article-body: ΑΘΗΝΑΙ, 2.— Διὰ τὴν ἐπέκτασιν τῶν ἐγκαταστάσεων τῶν λουτρῶν Κυλλήνης θὰ διατεθοῦν 17 ἑκατ. δραχμῶν ἀπὸ τὸν ΕΟΤ. xyxy=(261,499,508,532)
subheadline: ΠΑΡΕΤΑΘΗ Η ΠΡΟΘΕΣΜΙΑ ΕΠΑΝΕΞΕΤΑΣΕΩΣ ΤΩΝ ΥΠΟΛΟΓΙΣΤΩΝ xyxy=(10,64,247,87)
headline: ΑΙ ΠΟΛΙΤΕΙΑΚΑΙ ΕΚΛΟΓΑΙ ΕΙΣ ΤΗΝ ΑΜΕΡΙΚΗΝ ΑΠΟΚΤΟΥΝ ΟΛΩΣ ΙΔΙΑΙΤΕΡΑΝ ΣΗΜΑΣΙΑΝ xyxy=(516,733,1036,749)
headline: ΑΝΑΚΗΡΥΞΙΣ ΑΠΟΛΥΤΗΡΙΟΥ xyxy=(309,813,460,826)
article-body: ΛΟΝΔΙΝΟΝ, 2.— Ἀπεφασίσθη αὔξησις κατὰ 12,5% τῶν ναύλων τῶν ἐμπορικῶν σκαφῶν τὰ ὁποῖα διακινοῦνται ἀπὸ τὴν Εὐρώπην πρὸς τὴν Αὐστραλίαν. Ἡ αὔξησις θὰ ἰσχύσῃ ἀπὸ τοῦ προσεχοῦς Ὀκτωβρίου. Οἱ ἐφοπλισταὶ ἀπέδωσαν τὴν αὔξησιν εἰς τὴν ἄνοδον τῶν λειτουργικῶν δαπανῶν καὶ τῶν τιμῶν τῶν καυσίμων. xyxy=(516,681,1036,724)
headline: ΕΛΕΥΘΕΡΑ Η ΕΙΣΑΓΩΓΗ ΣΠΟΡΩΝ ΑΚΤΙΝΙΔΙΩΝ xyxy=(288,533,481,560)
headline: Ο ΑΝΤΙΒΑΣΙΛΕΥΣ ΕΠΕΘΕΩΡΗΣΕ ΜΟΝΑΔΑΣ ΤΟΥ ΣΤΟΛΟΥ ΕΠΙ ΤΩ ΕΟΡΤΑΣΜΩ ΤΗΣ «ΝΑΥΤΙΚΗΣ ΕΒΔΟΜΑΔΟΣ» ΚΑΙ ΠΑΡΗΚΟΛΟΥΘΗΣΕΝ ΕΠΙΔΕΙΞΙΝ ΤΟΡΠΙΛΑΚΑΤΩΝ xyxy=(1045,61,1565,90)
article-body: Ὁ τελευταῖος συνομιλητὴς τῆς Καμποτζῆς ἐκφράζει τὴν ἐλπίδα ὅτι θὰ ὑπάρξῃ συνεργασία διὰ τὴν ἀποκατάστασιν τῆς εἰρήνης εἰς τὴν περιοχήν, ἐφ' ὅσον τὰ ἐνδιαφερόμενα μέρη ἀποδεχθοῦν τὰς προτάσεις. xyxy=(780,307,1036,350)
article-body: πολιτειακαὶ ἐκλογαὶ τοῦ Νοεμβρίου ἀποκτοῦν ἰδιαιτέραν σημασίαν διότι θὰ ἀποτελέσουν τὴν πρώτην δοκιμασίαν τῆς δημοτικότητος τῆς νέας κυβερνήσεως. Κατὰ τὰς ἐκλογὰς θὰ ἀνανεωθῇ τὸ ἓν τρίτον τῆς Γερουσίας καὶ ὁλόκληρος ἡ Βουλὴ τῶν Ἀντιπροσώπων. Οἱ Ῥεπουμπλικάνοι ἐλπίζουν νὰ κερδίσουν τὴν πλειοψηφίαν, ἐνῷ οἱ Δημοκρατικοὶ προβλέπουν νίκην των εἰς πλείστας Πολιτείας. xyxy=(516,764,1036,818)
article-body: Ἡ σχολὴ ἀνακοινοῖ ὅτι ἀνακηρύσσεται ἄκυρον τὸ ἀπολυτήριον τοῦ μαθητοῦ λόγῳ ἀπωλείας αὐτοῦ. xyxy=(261,828,508,850)
subheadline: ΔΡΟΜΟΛΟΓΗΣΙΣ ΕΚΤΑΚΤΩΝ ΣΥΡΜΩΝ ΕΙΣ ΠΕΛΟΠΟΝΝΗΣΟΝ xyxy=(1329,352,1546,376)
subheadline: ΕΓΚΑΙΝΙΑ ΕΚΘΕΣΕΩΣ ΧΕΙΡΟΤΕΧΝΗΜΑΤΩΝ xyxy=(1325,290,1550,303)
subheadline: ΙΝΔΟΙ ΛΑΘΡΕΜΠΟΡΟΙ xyxy=(1381,723,1494,736)
subheadline: ΤΟ ΘΕΜΑ ΤΗΣ ΚΑΜΠΟΤΖΗΣ xyxy=(835,292,981,305)
headline: ΕΛΕΥΘΕΡΑ ΜΕΛΛΟΝΤΙΚΩΣ ΕΙΣ ΤΗΝ ΓΑΛΛΙΑΝ Η ΑΜΒΛΩΣΙΣ ΕΙΣ ΠΕΡΙΠΤΩΣΙΝ ΚΙΝΔΥΝΟΥ ΤΗΣ ΕΓΚΥΟΥ Η ΤΟΥ ΕΜΒΡΥΟΥ xyxy=(520,561,1032,590)
page-number-logo: Σελίς 7 xyxy=(1309,6,1566,57)
article-body: Θεσσαλονίκη: ὡς κάτοχος πρὸς πώλησιν ἀναλωσίμων καὶ ἐπὶ ἀδίκῳ τιμῇ, καταδικάσθη εἰς τρίμηνον φυλάκισιν ὁ ἔμπορος Γ. Γεωργιάδης. Ἐκ τῆς ἐπιθεωρήσεως διεπιστώθη ἡ κατοχὴ ἐμπορευμάτων ὑπὸ νοθεία καὶ ἐπιβλήθη πρόστιμον. Ὁ Γεωργιάδης, ὀφείλων εἰς τοὺς ἐλεγκτάς, διετάχθη νὰ καταβάλῃ τὴν διαφορὰν ἐντὸς τῆς προθεσμίας. xyxy=(4,158,253,234)
subheadline: Η ΑΝΤΙΔΡΑΣΙΣ xyxy=(871,409,945,422)
subheadline: ΚΑΤΕΔΙΚΑΣΘΗ ΔΙ' ΕΞΑΓΩΓΗΝ ΑΓΑΛΜΑΤΙΔΙΩΝ xyxy=(1318,219,1557,232)
headline: ΑΡΧΙΖΕΙ ΣΗΜΕΡΟΝ ΕΙΣ ΤΟ ΑΝΑΘΕΩΡΗΤΙΚΟΝ Η ΕΚΔΙΚΑΣΙΣ ΤΩΝ ΑΙΤΗΣΕΩΝ ΚΑΤ' ΑΠΟΦΑΣΕΩΝ ΕΚΤΑΚΤΩΝ ΣΤΡΑΤΟΔΙΚΕΙΩΝ xyxy=(1054,267,1291,325)
column-rule xyxy=(1305,6,1306,2316)
fokas-ad: Τὸ προσω-πικὸν τῆς ΦΩΚΑΣ Α.Ε. ΕΥΧΑΡΙΣΤΕΙ ΤΗΝ ΑΞΙΟΤΙΜΟΝ ΠΕΛΑΤΕΙΑΝ ΤΗΣ ΠΟΛΕΩΣ ΜΑΣ Η ΟΠΟΙΑ ΔΙΑ ΤΗΣ ΠΑΡΟΥΣΙΑΣ ΤΗΣ ΕΤΙΜΗΣΕ ΤΗΝ ΠΑΝΗΓΥΡΙΚΗΝ ΕΝΑΡΞΙΝ ΤΟΥ «Ἔτους προσωπικοῦ» Τοῦ ἔτους ποὺ συμμετέχει εἰς τὰ κέρδη μέχρι 50 ο/ο xyxy=(516,972,1036,1154)
subheadline: ΚΑΤΑΔΙΚΗ ΕΜΠΟΡΟΥ ΕΙΣ 3ΜΗΝΟΝ ΦΥΛΑΚΙΣΙΝ xyxy=(7,144,250,157)
article-body: Ἐκτὸς τοῦ κατὰ δικαστηρίου, καταδικάσθη ὁ Ἀμερικανὸς τουρίστας διὰ τὴν παράνομον ἐξαγωγὴν ἀρχαίων ἀγαλματιδίων εἰς φυλάκισιν ἕξ μηνῶν καὶ πρόστιμον. xyxy=(1314,232,1561,276)
headline: ΤΟ ΠΟΛΥΝΕΚΡΟΝ ΔΥΣΤΥΧΗΜΑ ΤΗΣ ΣΚΥΔΡΑΣ ΟΦΕΙΛΕΤΑΙ ΕΙΣ ΤΟΝ ΟΔΗΓΟΝ ΤΟΥ ΦΟΡΤΗΓΟΥ ΤΟΝΙΖΟΥΝ ΕΙΣ ΑΝΑΚΟΙΝΩΣΙΝ ΤΩΝ ΟΙ ΣΕΚ xyxy=(12,6,245,59)
headline: ΑΝΑΜΕΝΕΤΑΙ ΖΩΗΡΑ ΣΥΖΗΤΗΣΙΣ ΕΙΣ ΤΗΝ ΒΟΥΛΗΝ ΜΕΤΑΞΥ ΤΩΝ ΣΥΝΤΗΡΗΤΙΚΩΝ ΚΑΙ ΤΩΝ ΕΡΓΑΤΙΚΩΝ xyxy=(1049,669,1296,711)
article-body: Τὸ δελτίον τιμῶν τοῦ χρηματιστηρίου ἐμπορευμάτων Θεσσαλονίκης τῆς χθὲς ἔχει ὡς ἑξῆς: ΔΗΜΗΤΡΙΑΚΑ: Σῖτος σκληρὸς 4.1 δρχ. Κριθή 3.80. Ἀραβόσιτος 3.55. Βρώμη 3.60. ΟΣΠΡΙΑ: Φασόλια 9 — 11. Φακαὶ 8.50 — 9.50. Ῥεβίθια 7.50. ΕΛΑΙΑ: Ἐλαιόλαδον 32 — 34. Πυρηνέλαιον 24.50. ΚΤΗΝΟΤΡΟΦΑΙ: Τριφύλλι 1.75. Ἄχυρον 0.90. ΔΙΑΦΟΡΑ: Ζάχαρις 8.80. Καφές 52 — 54. Ὀρυζα 8.20 — 9.10. ΒΑΜΒΑΞ: Ἐκκοκκισμένος 4/27/28 καὶ 17.05. Βαμβακόσπορος 1.70. xyxy=(4,1174,253,1294)
article-body: ΑΘΗΝΑΙ, 2.— Αἱ ἀποφάσεις τοῦ ὑπουργείου Οἰκονομικῶν, παρετάθη μέχρι 30ῆς Σεπτεμβρίου ἡ προθεσμία ἐπανεξετάσεως τῶν ὑπολογιστῶν καὶ τῶν ἐκκρεμοτήτων, ὥστε νὰ διευκολυνθοῦν οἱ ἐνδιαφερόμενοι. xyxy=(4,89,253,143)
column-rule xyxy=(1040,6,1041,2316)
article-body: Ὁ ἐκπρόσωπος τοῦ Λευκοῦ Οἴκου ἐδήλωσεν ὅτι τὰ αἰσθήματα εἰς τὸ ἀντιστασιακὸν στρατόπεδον εἶναι εὐνοϊκὰ διὰ τὴν εἰρηνικὴν λύσιν τοῦ προβλήματος. xyxy=(780,471,1036,503)
continuation-label: ΣΥΝΕΧΕΙΑ ΕΚ ΤΗΣ 1ΗΣ ΣΕΛ. xyxy=(4,839,131,851)
article-body: ΞΑΝΘΗ, 2.— Συνῆλθε τὸ δημοτικὸν συμβούλιον διὰ νὰ ἀποφασίσῃ τὴν ἀνέγερσιν νέου δημοτικοῦ μεγάρου. Ἡ δαπάνη ὑπολογίζεται εἰς 12 ἑκατ. δραχμῶν καὶ θὰ καλυφθῇ ἀπὸ δάνειον. Τὸ νέον κτίριον θὰ στεγάσῃ ὅλας τὰς δημοτικὰς ὑπηρεσίας καὶ θὰ διαθέτῃ αἴθουσαν συνεδριάσεων. xyxy=(1309,538,1566,603)
headline: ΟΙ ΠΑΝΕΥΡΩΠΑΪΚΟΙ ΑΓΩΝΕΣ ΙΣΤΙΟΠΛΟΪΑΣ ΑΡΧΙΖΟΥΝ ΑΥΡΙΟΝ ΕΙΣ ΟΛΛΑΝΔΙΚΗΝ ΠΟΛΙΝ xyxy=(22,989,236,1031)
article-body: ΑΘΗΝΑΙ, 2.— Ὁ πρόεδρος τοῦ Πανελληνίου Συνδέσμου Ἐξαγωγέων ἐδήλωσεν ὅτι ἡ συστάθεισα ὁμὰς ἐργασίας θὰ μελετήσῃ τὰ ἀντικίνητρα τῶν ἐξαγωγῶν καὶ θὰ ὑποβάλῃ προτάσεις. Ὁ ἐμπορικὸς κόσμος ἔκρινεν ἐποικοδομητικὴν τὴν σύστασιν τῆς ὁμάδος, διότι παρέχει δυνατότητα ἐξετάσεως ὅλων τῶν σχετικῶν προβλημάτων μετὰ τῶν ἀρμοδίων ὑπηρεσιῶν τοῦ ὑπουργείου Ἐμπορίου καὶ τῆς Τραπέζης τῆς Ἑλλάδος. Κατὰ τὴν πρώτην συνεδρίασιν θὰ τεθοῦν ὑπ' ὄψιν τὰ αἰτήματα τῶν διαφόρων κλάδων. xyxy=(131,303,253,542)
headline: ΤΑ ΘΕΡΤΟΠΛΑΣΤΙΚΑ ΔΙΚΑΙΩΜΑΤΑ ΔΙΑ ΤΑ ΣΙΤΗΡΑ xyxy=(266,282,503,308)
column-2 xyxy=(261,6,508,2321)
article-body: Ὁ κ. Νίξον εἶπεν ὅτι αἱ διαπραγματεύσεις θὰ συνεχισθοῦν μὲ τὸν ἴδιον ῥυθμόν. xyxy=(516,496,772,518)
schools-banner: ΦΡΟΝΤΙΣΤΗΡΙΑ - ΣΧΟΛΑΙ xyxy=(602,826,951,859)
article-body: ΣΧΟΛΗ ΠΟΛΙΤΙΚΩΝ ΜΗΧΑΝΙΚΩΝ: 140 καὶ 150. ΣΧΟΛΗ ΜΗΧΑΝΟΛΟΓΩΝ — ΗΛΕΚΤΡΟΛΟΓΩΝ: 160 καὶ 170. ΣΧΟΛΗ ΑΡΧΙΤΕΚΤΟΝΩΝ: 75 καὶ 80. ΣΧΟΛΗ ΧΗΜΙΚΩΝ ΜΗΧΑΝΙΚΩΝ: 85 καὶ 100. ΣΧΟΛΗ ΑΓΡΟΝΟΜΩΝ ΤΟΠΟΓΡΑΦΩΝ: 75 καὶ 100. ΑΛΛΑΙ ΣΧΟΛΑΙ: Σχολὴ Φυσικομαθηματική, Ἰατρική, Ὀδοντιατρική, Φαρμακευτική. ΠΑΝΤΕΙΟΣ ΣΧΟΛΗ: 220. ΑΣΟΕΕ: 300 καὶ 350. ΓΕΩΠΟΝΙΚΗ ΣΧΟΛΗ: 110. ΑΝΩΤΑΤΗ ΒΙΟΜΗΧΑΝΙΚΗ ΣΧΟΛΗ: 180. ΠΑΙΔΑΓΩΓΙΚΗ ΑΚΑΔΗΜΙΑ: 1.000 καὶ 1.200. ΑΝΩΤΑΤΗ ΣΧΟΛΗ ΚΑΛΩΝ ΤΕΧΝΩΝ: 60 καὶ 65. xyxy=(4,850,253,980)
headline: ΣΥΣΚΕΨΙΣ ΔΙΑ ΤΟΝ ΚΑΛΛΩΠΙΣΜΟΝ ΤΩΝ ΑΘΗΝΩΝ xyxy=(270,353,499,381)
article-body: ΛΟΝΔΙΝΟΝ, 2.— Ὁ ἐκπρόσωπος τῆς βρετανικῆς κυβερνήσεως ἐδήλωσεν ὅτι δὲν θὰ χορηγηθοῦν ὅπλα εἰς τὰς χώρας τῆς Μέσης Ἀνατολῆς πέραν τῶν ἤδη συμφωνηθέντων. Ἡ Βρετανία θὰ συνεχίσῃ τὴν πολιτικήν της ἰσορροπίας μεταξὺ τῶν ἐμπλεκομένων μερῶν. xyxy=(1309,785,1566,851)
article-body: ΑΘΗΝΑΙ, 2.— Ἐνεκρίθη πίστωσις 800.000 δραχμῶν διὰ τὴν ἀνάπτυξιν τῆς ἰχθυοκαλλιεργείας εἰς τὰς λίμνας τῆς Βορείου Ἑλλάδος, ὑπὸ τὴν ἐπίβλεψιν τῶν ἁρμοδίων ὑπηρεσιῶν. xyxy=(4,1317,253,1360)
article-body: ΑΘΗΝΑΙ, 2.— Δι' ἀποφάσεως τοῦ ὑπουργοῦ Γεωργίας ἐνεκρίθη ἡ διάθεσις θερτοπλαστικῶν δικαιωμάτων διὰ τὰ σῖτηρα, τὰ ὁποῖα θὰ καταβληθοῦν εἰς τοὺς παραγωγοὺς κατὰ τὴν παράδοσιν. xyxy=(261,309,508,352)
subheadline: ΑΙ ΔΙΑΠΡΑΓΜΑΤΕΥΣΕΙΣ xyxy=(584,483,705,495)
subheadline: ΤΟ ΘΕΜΑ ΤΩΝ ΟΠΛΩΝ xyxy=(1378,771,1497,784)
